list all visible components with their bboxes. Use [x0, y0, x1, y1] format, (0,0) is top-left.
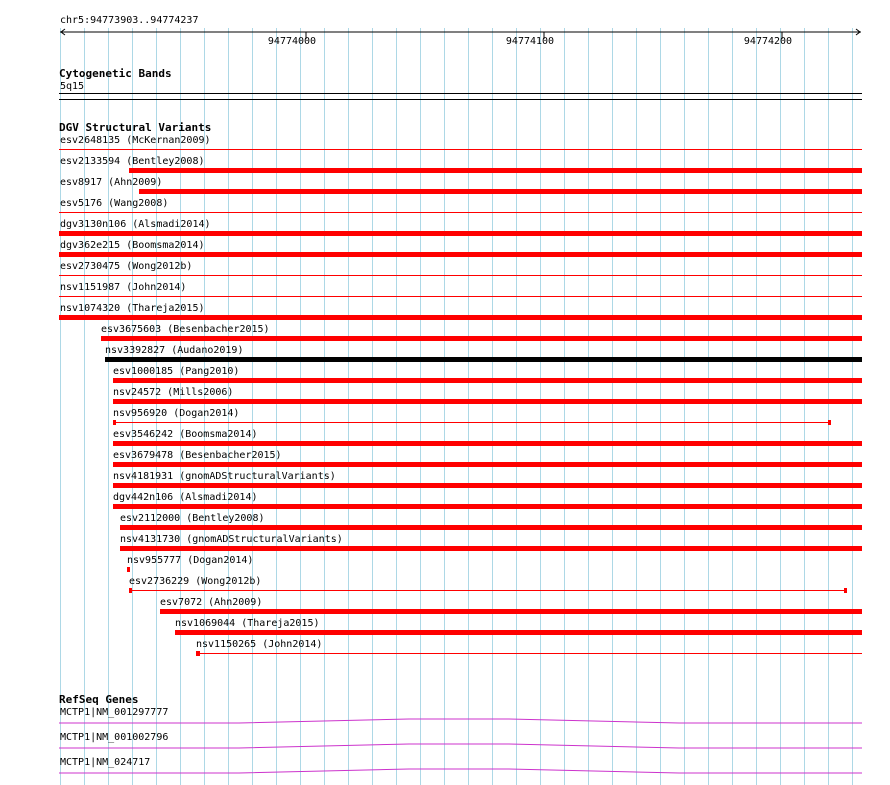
ruler-tick-label: 94774200 [743, 36, 793, 47]
variant-feature[interactable] [120, 546, 862, 551]
variant-endpoint[interactable] [129, 588, 132, 593]
variant-feature[interactable] [113, 441, 862, 446]
gene-feature[interactable] [59, 742, 863, 750]
variant-endpoint[interactable] [844, 588, 847, 593]
track-title-refseq: RefSeq Genes [59, 693, 139, 706]
variant-feature[interactable] [59, 149, 862, 150]
variant-label[interactable]: nsv4131730 (gnomADStructuralVariants) [120, 534, 343, 545]
variant-label[interactable]: esv3679478 (Besenbacher2015) [113, 450, 282, 461]
ruler-position-label: chr5:94773903..94774237 [60, 15, 199, 26]
variant-feature[interactable] [113, 504, 862, 509]
variant-label[interactable]: esv2133594 (Bentley2008) [60, 156, 205, 167]
variant-label[interactable]: esv1000185 (Pang2010) [113, 366, 240, 377]
variant-feature[interactable] [101, 336, 862, 341]
gene-label[interactable]: MCTP1|NM_001002796 [60, 732, 169, 743]
variant-label[interactable]: esv2112000 (Bentley2008) [120, 513, 265, 524]
variant-feature[interactable] [113, 483, 862, 488]
variant-label[interactable]: dgv362e215 (Boomsma2014) [60, 240, 205, 251]
variant-feature[interactable] [113, 399, 862, 404]
variant-feature[interactable] [113, 422, 831, 423]
variant-label[interactable]: nsv955777 (Dogan2014) [127, 555, 254, 566]
variant-feature[interactable] [196, 653, 862, 654]
variant-label[interactable]: nsv3392827 (Audano2019) [105, 345, 244, 356]
variant-label[interactable]: esv2730475 (Wong2012b) [60, 261, 193, 272]
variant-feature[interactable] [113, 378, 862, 383]
variant-feature[interactable] [59, 252, 862, 257]
gene-label[interactable]: MCTP1|NM_024717 [60, 757, 151, 768]
track-title-dgv: DGV Structural Variants [59, 121, 212, 134]
variant-feature[interactable] [129, 590, 847, 591]
variant-label[interactable]: nsv1151987 (John2014) [60, 282, 187, 293]
variant-label[interactable]: nsv1069044 (Thareja2015) [175, 618, 320, 629]
variant-feature[interactable] [139, 189, 862, 194]
ruler-tick-label: 94774100 [505, 36, 555, 47]
variant-feature[interactable] [59, 231, 862, 236]
variant-feature[interactable] [160, 609, 862, 614]
variant-feature[interactable] [59, 212, 862, 213]
variant-label[interactable]: esv7072 (Ahn2009) [160, 597, 263, 608]
variant-label[interactable]: esv8917 (Ahn2009) [60, 177, 163, 188]
variant-label[interactable]: nsv4181931 (gnomADStructuralVariants) [113, 471, 336, 482]
cytoband-label: 5q15 [60, 81, 85, 92]
variant-label[interactable]: dgv3130n106 (Alsmadi2014) [60, 219, 211, 230]
variant-label[interactable]: nsv956920 (Dogan2014) [113, 408, 240, 419]
variant-feature[interactable] [120, 525, 862, 530]
variant-endpoint[interactable] [196, 651, 200, 656]
gene-label[interactable]: MCTP1|NM_001297777 [60, 707, 169, 718]
variant-feature[interactable] [127, 567, 130, 572]
variant-label[interactable]: esv5176 (Wang2008) [60, 198, 169, 209]
variant-label[interactable]: esv3546242 (Boomsma2014) [113, 429, 258, 440]
variant-endpoint[interactable] [113, 420, 116, 425]
variant-label[interactable]: nsv1074320 (Thareja2015) [60, 303, 205, 314]
variant-feature[interactable] [59, 275, 862, 276]
variant-label[interactable]: dgv442n106 (Alsmadi2014) [113, 492, 258, 503]
variant-label[interactable]: nsv24572 (Mills2006) [113, 387, 234, 398]
cytoband-feature[interactable] [59, 99, 862, 100]
track-title-cytogenetic-bands: Cytogenetic Bands [59, 67, 172, 80]
variant-feature[interactable] [129, 168, 862, 173]
variant-endpoint[interactable] [828, 420, 831, 425]
variant-feature[interactable] [175, 630, 862, 635]
ruler-tick-label: 94774000 [267, 36, 317, 47]
variant-feature[interactable] [105, 357, 862, 362]
variant-feature[interactable] [59, 315, 862, 320]
variant-feature[interactable] [113, 462, 862, 467]
gene-feature[interactable] [59, 717, 863, 725]
variant-label[interactable]: esv2648135 (McKernan2009) [60, 135, 211, 146]
variant-feature[interactable] [59, 296, 862, 297]
cytoband-feature[interactable] [59, 93, 862, 94]
gene-feature[interactable] [59, 767, 863, 775]
variant-label[interactable]: esv2736229 (Wong2012b) [129, 576, 262, 587]
variant-label[interactable]: esv3675603 (Besenbacher2015) [101, 324, 270, 335]
variant-label[interactable]: nsv1150265 (John2014) [196, 639, 323, 650]
